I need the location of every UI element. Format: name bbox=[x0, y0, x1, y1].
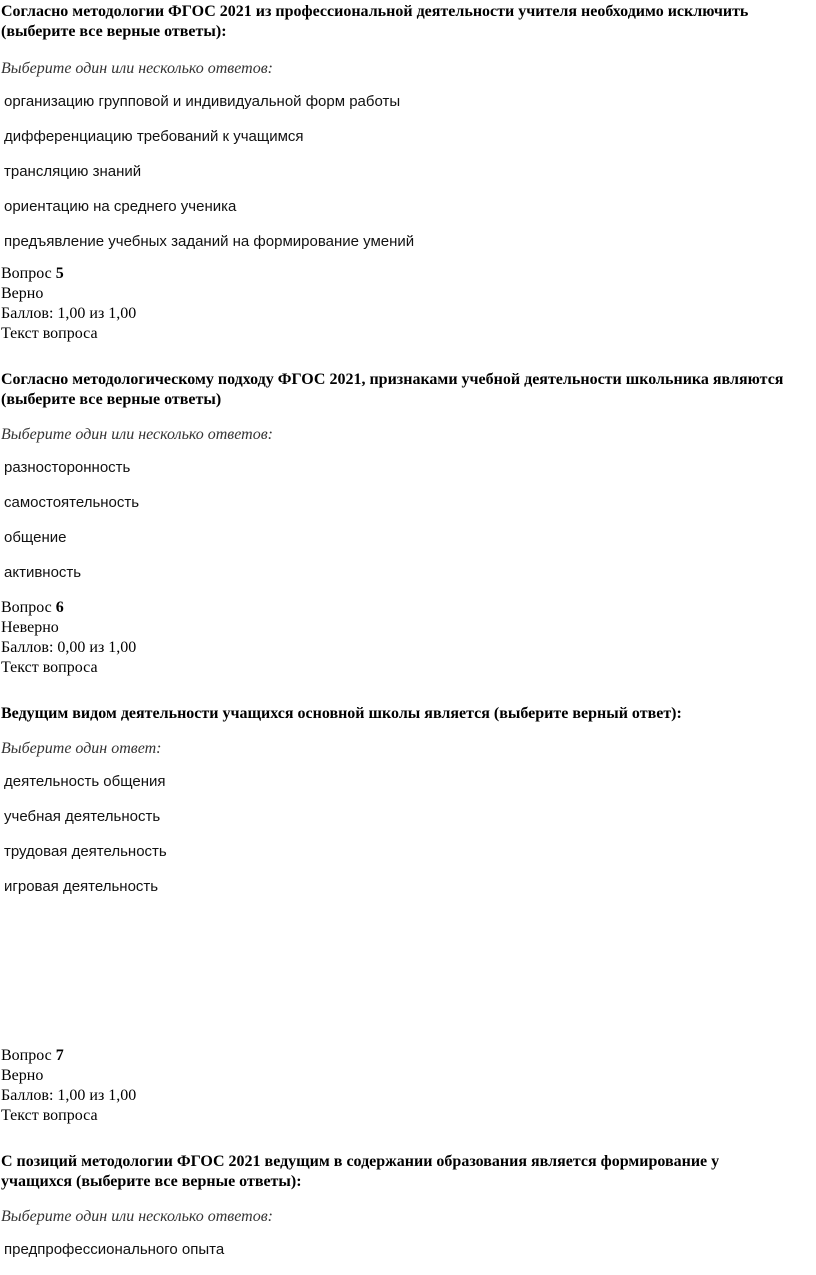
question-label: Вопрос bbox=[1, 599, 52, 616]
question-state: Неверно bbox=[1, 619, 59, 636]
question-7 bbox=[0, 1152, 816, 1275]
question-4 bbox=[0, 2, 816, 267]
answer-option[interactable]: предъявление учебных заданий на формирование умений bbox=[4, 233, 415, 250]
question-grade: Баллов: 0,00 из 1,00 bbox=[1, 639, 137, 656]
question-5-info bbox=[0, 264, 816, 344]
answer-option[interactable]: разносторонность bbox=[4, 459, 131, 476]
question-text-label: Текст вопроса bbox=[1, 325, 98, 342]
answer-option[interactable]: общение bbox=[4, 529, 67, 546]
question-number-value: 5 bbox=[55, 265, 64, 282]
question-grade: Баллов: 1,00 из 1,00 bbox=[1, 305, 137, 322]
question-number bbox=[0, 264, 816, 284]
question-state: Верно bbox=[1, 285, 44, 302]
question-text-label: Текст вопроса bbox=[1, 659, 98, 676]
question-text-label: Текст вопроса bbox=[1, 1107, 98, 1124]
question-state: Верно bbox=[1, 1067, 44, 1084]
answer-list bbox=[0, 92, 816, 267]
question-number-value: 7 bbox=[55, 1047, 64, 1064]
question-text: Согласно методологии ФГОС 2021 из профессиональной деятельности учителя необходимо исключить (выберите все верные ответы): bbox=[1, 3, 749, 40]
question-text: Ведущим видом деятельности учащихся основной школы является (выберите верный ответ): bbox=[1, 705, 682, 722]
answer-option[interactable]: самостоятельность bbox=[4, 494, 140, 511]
question-6 bbox=[0, 704, 816, 912]
answer-option[interactable]: игровая деятельность bbox=[4, 878, 159, 895]
question-6-info bbox=[0, 598, 816, 678]
question-number bbox=[0, 1046, 816, 1066]
answer-prompt: Выберите один ответ: bbox=[1, 740, 162, 757]
question-text: С позиций методологии ФГОС 2021 ведущим в содержании образования является формирование у учащихся (выберите все верные ответы): bbox=[1, 1153, 720, 1190]
question-number-value: 6 bbox=[55, 599, 64, 616]
answer-list bbox=[0, 772, 816, 912]
answer-list bbox=[0, 458, 816, 598]
answer-prompt: Выберите один или несколько ответов: bbox=[1, 426, 273, 443]
answer-option[interactable]: деятельность общения bbox=[4, 773, 166, 790]
answer-list bbox=[0, 1240, 816, 1275]
question-grade: Баллов: 1,00 из 1,00 bbox=[1, 1087, 137, 1104]
answer-option[interactable]: учебная деятельность bbox=[4, 808, 161, 825]
question-text: Согласно методологическому подходу ФГОС 2021, признаками учебной деятельности школьника являются (выберите все верные ответы) bbox=[1, 371, 784, 408]
answer-option[interactable]: активность bbox=[4, 564, 82, 581]
answer-option[interactable]: трудовая деятельность bbox=[4, 843, 167, 860]
question-7-info bbox=[0, 1046, 816, 1126]
question-5 bbox=[0, 370, 816, 598]
answer-option[interactable]: организацию групповой и индивидуальной форм работы bbox=[4, 93, 401, 110]
answer-prompt: Выберите один или несколько ответов: bbox=[1, 1208, 273, 1225]
question-label: Вопрос bbox=[1, 1047, 52, 1064]
answer-option[interactable]: дифференциацию требований к учащимся bbox=[4, 128, 304, 145]
answer-option[interactable]: ориентацию на среднего ученика bbox=[4, 198, 237, 215]
answer-option[interactable]: трансляцию знаний bbox=[4, 163, 142, 180]
question-label: Вопрос bbox=[1, 265, 52, 282]
answer-option[interactable]: предпрофессионального опыта bbox=[4, 1241, 225, 1258]
question-number bbox=[0, 598, 816, 618]
answer-prompt: Выберите один или несколько ответов: bbox=[1, 60, 273, 77]
